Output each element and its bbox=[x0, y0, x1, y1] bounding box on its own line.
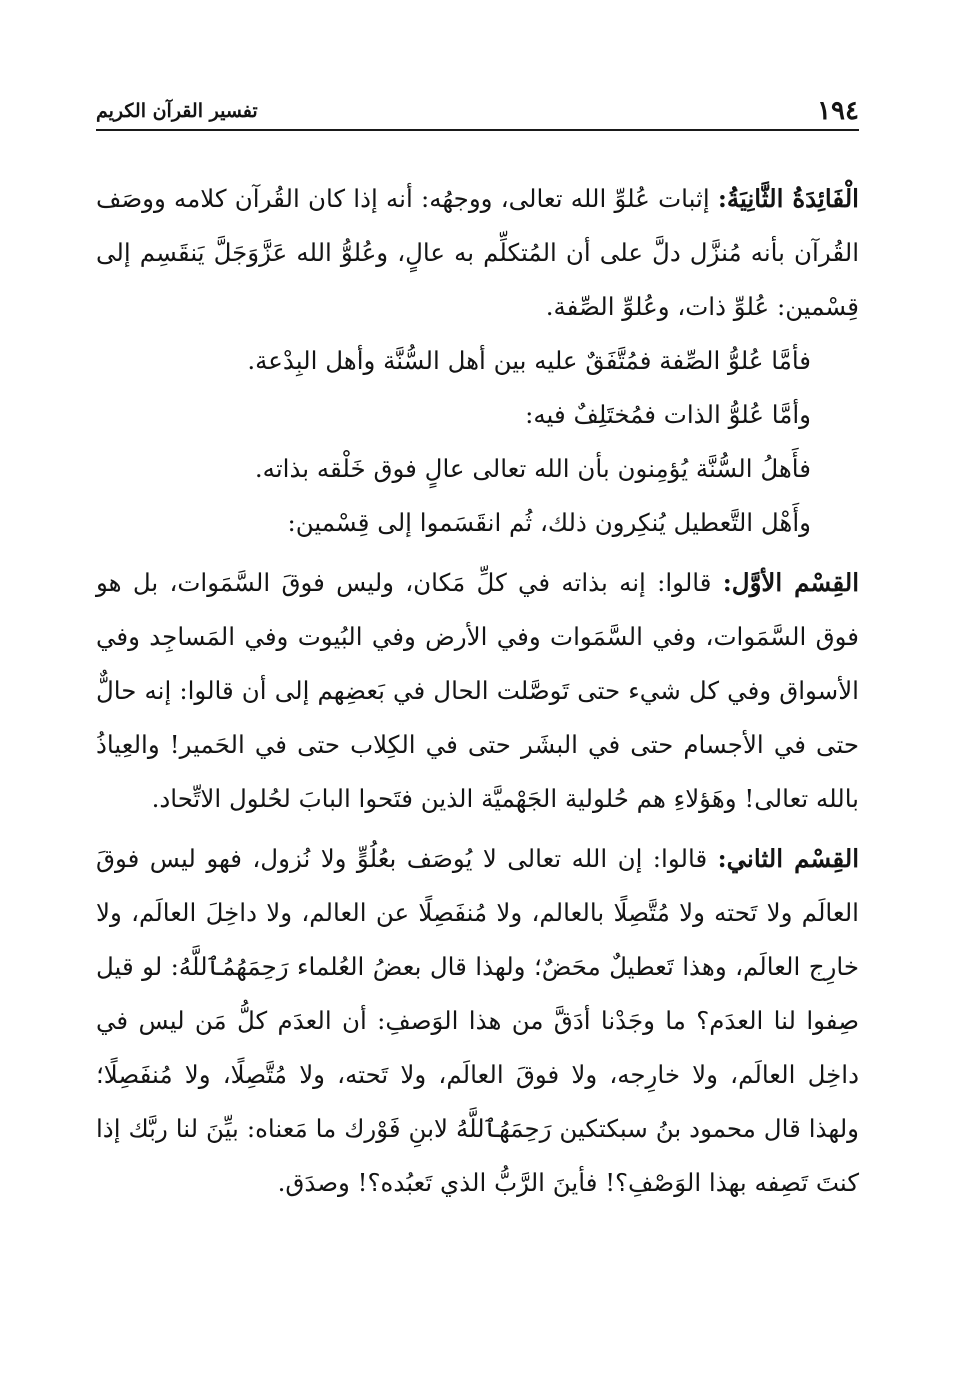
paragraph-text: وأمَّا عُلوُّ الذات فمُختَلِفٌ فيه: bbox=[525, 400, 811, 429]
page-number: ١٩٤ bbox=[817, 96, 859, 126]
paragraph-text: إثبات عُلوِّ الله تعالى، ووجهُه: أنه إذا كان القُرآن كلامه ووصَف القُرآن بأنه مُنزَّل دلَّ على أن المُتكلِّم به عالٍ، وعُلوُّ الله عَزَّوَجَلَّ يَنقَسِم إلى قِسْمين: عُلوِّ ذات، وعُلوِّ الصِّفة. bbox=[96, 184, 859, 321]
paragraph-text: فأمَّا عُلوُّ الصِّفة فمُتَّفَقٌ عليه بين أهل السُّنَّة وأهل البِدْعة. bbox=[247, 346, 811, 375]
paragraph-first-group bbox=[96, 556, 859, 826]
paragraph-attribute-highness bbox=[96, 334, 859, 388]
paragraph-text: قالوا: إن الله تعالى لا يُوصَف بعُلُوٍّ ولا نُزول، فهو ليس فوقَ العالَم ولا تَحته ولا مُتَّصِلًا بالعالم، ولا مُنفَصِلًا عن العالم، ولا داخِلَ العالَم، ولا خارِج العالَم، وهذا تَعطيلٌ محَضٌ؛ ولهذا قال بعضُ العُلماء رَحِمَهُمُٱللَّهُ: لو قيل صِفوا لنا العدَم؟ ما وجَدْنا أدَقَّ من هذا الوَصفِ: أن العدَم كلُّ مَن ليس في داخِل العالَم، ولا خارِجه، ولا فوقَ العالَم، ولا تَحته، ولا مُتَّصِلًا، ولا مُنفَصِلًا؛ ولهذا قال محمود بنُ سبكتكين رَحِمَهُٱللَّهُ لابنِ فَوْرك ما مَعناه: بيِّنَ لنا ربَّك إذا كنتَ تَصِفه بهذا الوَصْفِ؟! فأينَ الرَّبُّ الذي تَعبُده؟! وصدَق. bbox=[96, 844, 859, 1197]
paragraph-lead: القِسْم الأوَّل: bbox=[722, 568, 859, 597]
paragraph-second-group bbox=[96, 832, 859, 1210]
paragraph-lead: القِسْم الثاني: bbox=[717, 844, 859, 873]
paragraph-text: قالوا: إنه بذاته في كلِّ مَكان، وليس فوقَ السَّمَوات، بل هو فوق السَّمَوات، وفي السَّمَوات وفي الأرض وفي البُيوت وفي المَساجِد وفي الأسواق وفي كل شيء حتى تَوصَّلت الحال في بَعضِهم إلى أن قالوا: إنه حالٌّ حتى في الأجسام حتى في البشَر حتى في الكِلاب حتى في الحَمير! والعِياذُ بالله تعالى! وهَؤلاءِ هم حُلولية الجَهْميَّة الذين فتَحوا البابَ لحُلول الاتِّحاد. bbox=[96, 568, 859, 813]
paragraph-tatil-position bbox=[96, 496, 859, 550]
paragraph-sunnah-position bbox=[96, 442, 859, 496]
paragraph-lead: الْفَائِدَةُ الثَّانِيَةُ: bbox=[717, 184, 859, 213]
paragraph-benefit-two bbox=[96, 172, 859, 334]
running-title: تفسير القرآن الكريم bbox=[96, 100, 258, 122]
body-text bbox=[96, 172, 859, 1210]
header-rule bbox=[96, 129, 859, 131]
paragraph-text: وأَهْل التَّعطيل يُنكِرون ذلك، ثُم انقَسَموا إلى قِسْمين: bbox=[287, 508, 811, 537]
paragraph-essence-highness bbox=[96, 388, 859, 442]
paragraph-text: فأَهلُ السُّنَّة يُؤمِنون بأن الله تعالى عالٍ فوق خَلْقه بذاته. bbox=[254, 454, 811, 483]
page-header bbox=[96, 92, 859, 126]
